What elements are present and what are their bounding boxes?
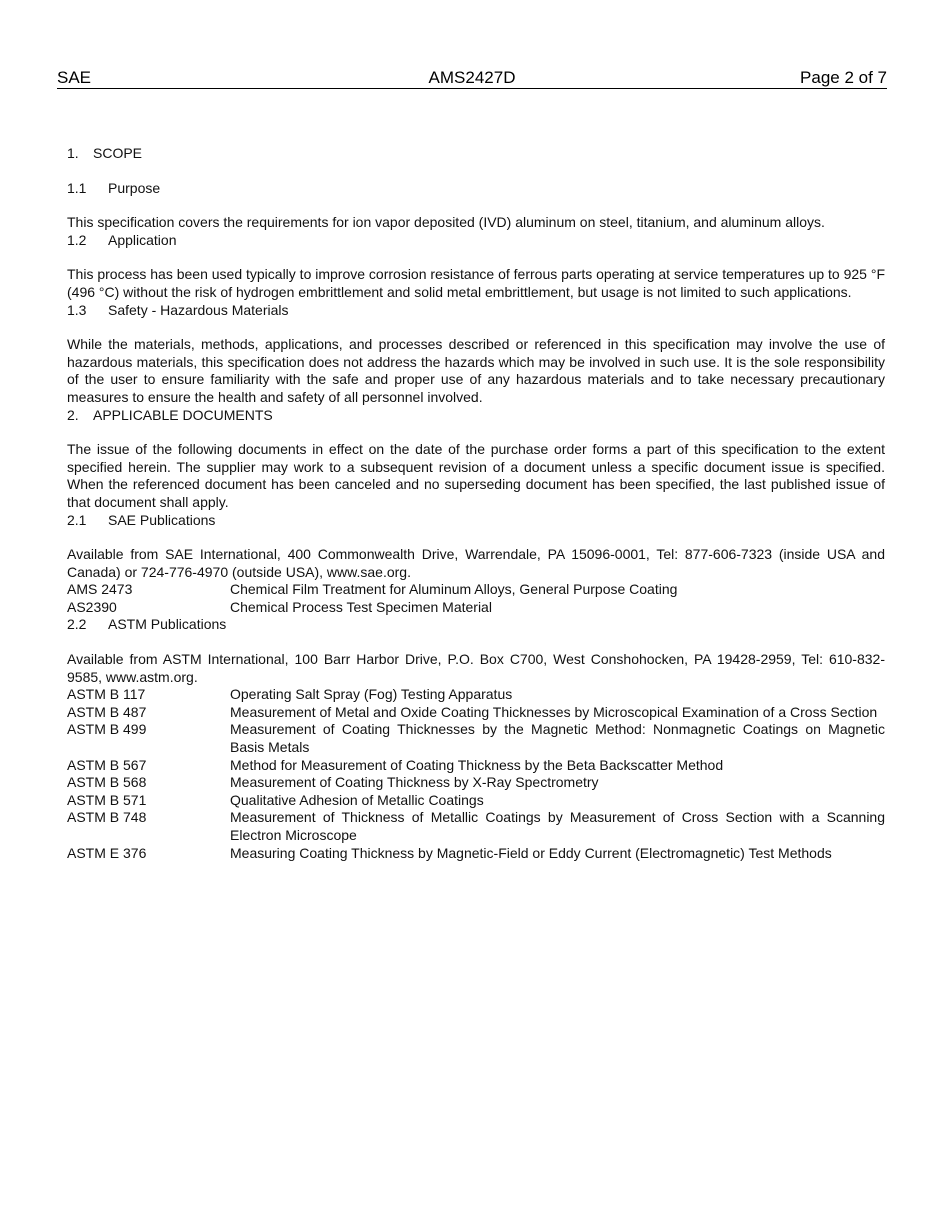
section-scope-heading	[67, 145, 885, 163]
section-safety-heading	[67, 302, 885, 320]
section-title: Application	[108, 231, 177, 248]
reference-title: Operating Salt Spray (Fog) Testing Apparatus	[230, 686, 513, 703]
section-sae-publications-heading	[67, 512, 885, 530]
reference-row	[67, 845, 885, 863]
reference-title: Qualitative Adhesion of Metallic Coatings	[230, 791, 484, 808]
reference-row	[67, 599, 885, 617]
reference-title: Chemical Process Test Specimen Material	[230, 598, 492, 615]
sae-availability-paragraph: Available from SAE International, 400 Commonwealth Drive, Warrendale, PA 15096-0001, Tel: 877-606-7323 (inside USA and Canada) or 724-776-4970 (outside USA), www.sae.org.	[67, 546, 885, 580]
reference-id: ASTM E 376	[67, 844, 147, 861]
reference-row	[67, 704, 885, 722]
section-number: 2.	[67, 406, 79, 423]
reference-id: ASTM B 748	[67, 809, 147, 826]
reference-id: ASTM B 568	[67, 774, 147, 791]
reference-row	[67, 757, 885, 775]
reference-title: Measurement of Coating Thickness by X-Ray Spectrometry	[230, 774, 599, 791]
reference-id: ASTM B 499	[67, 721, 147, 738]
reference-id: ASTM B 117	[67, 686, 146, 703]
section-title: SCOPE	[93, 145, 143, 161]
reference-title: Measurement of Thickness of Metallic Coatings by Measurement of Cross Section with a Scanning Electron Microscope	[230, 809, 885, 843]
reference-id: ASTM B 487	[67, 703, 147, 720]
reference-title: Measurement of Coating Thicknesses by the Magnetic Method: Nonmagnetic Coatings on Magnetic Basis Metals	[230, 721, 885, 756]
reference-row	[67, 809, 885, 844]
purpose-paragraph: This specification covers the requirements for ion vapor deposited (IVD) aluminum on steel, titanium, and aluminum alloys.	[67, 214, 825, 231]
sae-reference-list	[67, 581, 885, 616]
reference-id: AS2390	[67, 598, 117, 615]
application-paragraph: This process has been used typically to improve corrosion resistance of ferrous parts operating at service temperatures up to 925 °F (496 °C) without the risk of hydrogen embrittlement and solid metal embrittlement, but usage is not limited to such applications.	[67, 266, 885, 300]
astm-reference-list	[67, 686, 885, 862]
section-number: 1.2	[67, 231, 87, 248]
section-title: SAE Publications	[108, 511, 216, 528]
section-number: 2.2	[67, 616, 87, 633]
section-title: Safety - Hazardous Materials	[108, 301, 289, 318]
section-number: 1.1	[67, 179, 87, 196]
header-organization: SAE	[57, 68, 92, 87]
section-number: 1.	[67, 145, 79, 161]
header-page-number: Page 2 of 7	[800, 68, 887, 87]
section-title: APPLICABLE DOCUMENTS	[93, 406, 273, 423]
reference-row	[67, 721, 885, 756]
reference-row	[67, 686, 885, 704]
reference-title: Measurement of Metal and Oxide Coating Thicknesses by Microscopical Examination of a Cross Section	[230, 703, 878, 720]
document-body	[67, 145, 885, 862]
page-header	[57, 68, 887, 89]
applicable-documents-paragraph: The issue of the following documents in effect on the date of the purchase order forms a part of this specification to the extent specified herein. The supplier may work to a subsequent revision of a document unless a specific document issue is specified. When the referenced document has been canceled and no superseding document has been specified, the last published issue of that document shall apply.	[67, 441, 885, 510]
safety-paragraph: While the materials, methods, applications, and processes described or referenced in this specification may involve the use of hazardous materials, this specification does not address the hazards which may be involved in such use. It is the sole responsibility of the user to ensure familiarity with the safe and proper use of any hazardous materials and to take necessary precautionary measures to ensure the health and safety of all personnel involved.	[67, 336, 885, 405]
reference-row	[67, 792, 885, 810]
section-number: 2.1	[67, 511, 87, 528]
section-number: 1.3	[67, 301, 87, 318]
reference-id: ASTM B 571	[67, 791, 147, 808]
reference-row	[67, 581, 885, 599]
section-title: Purpose	[108, 179, 161, 196]
section-purpose-heading	[67, 180, 885, 198]
header-document-number: AMS2427D	[428, 68, 516, 87]
reference-title: Chemical Film Treatment for Aluminum Alloys, General Purpose Coating	[230, 581, 678, 598]
reference-id: AMS 2473	[67, 581, 133, 598]
section-application-heading	[67, 232, 885, 250]
reference-title: Measuring Coating Thickness by Magnetic-Field or Eddy Current (Electromagnetic) Test Methods	[230, 844, 832, 861]
reference-id: ASTM B 567	[67, 756, 147, 773]
astm-availability-paragraph: Available from ASTM International, 100 Barr Harbor Drive, P.O. Box C700, West Conshohocken, PA 19428-2959, Tel: 610-832-9585, www.astm.org.	[67, 651, 885, 685]
section-applicable-documents-heading	[67, 407, 885, 425]
reference-row	[67, 774, 885, 792]
section-astm-publications-heading	[67, 616, 885, 634]
section-title: ASTM Publications	[108, 616, 227, 633]
reference-title: Method for Measurement of Coating Thickness by the Beta Backscatter Method	[230, 756, 724, 773]
